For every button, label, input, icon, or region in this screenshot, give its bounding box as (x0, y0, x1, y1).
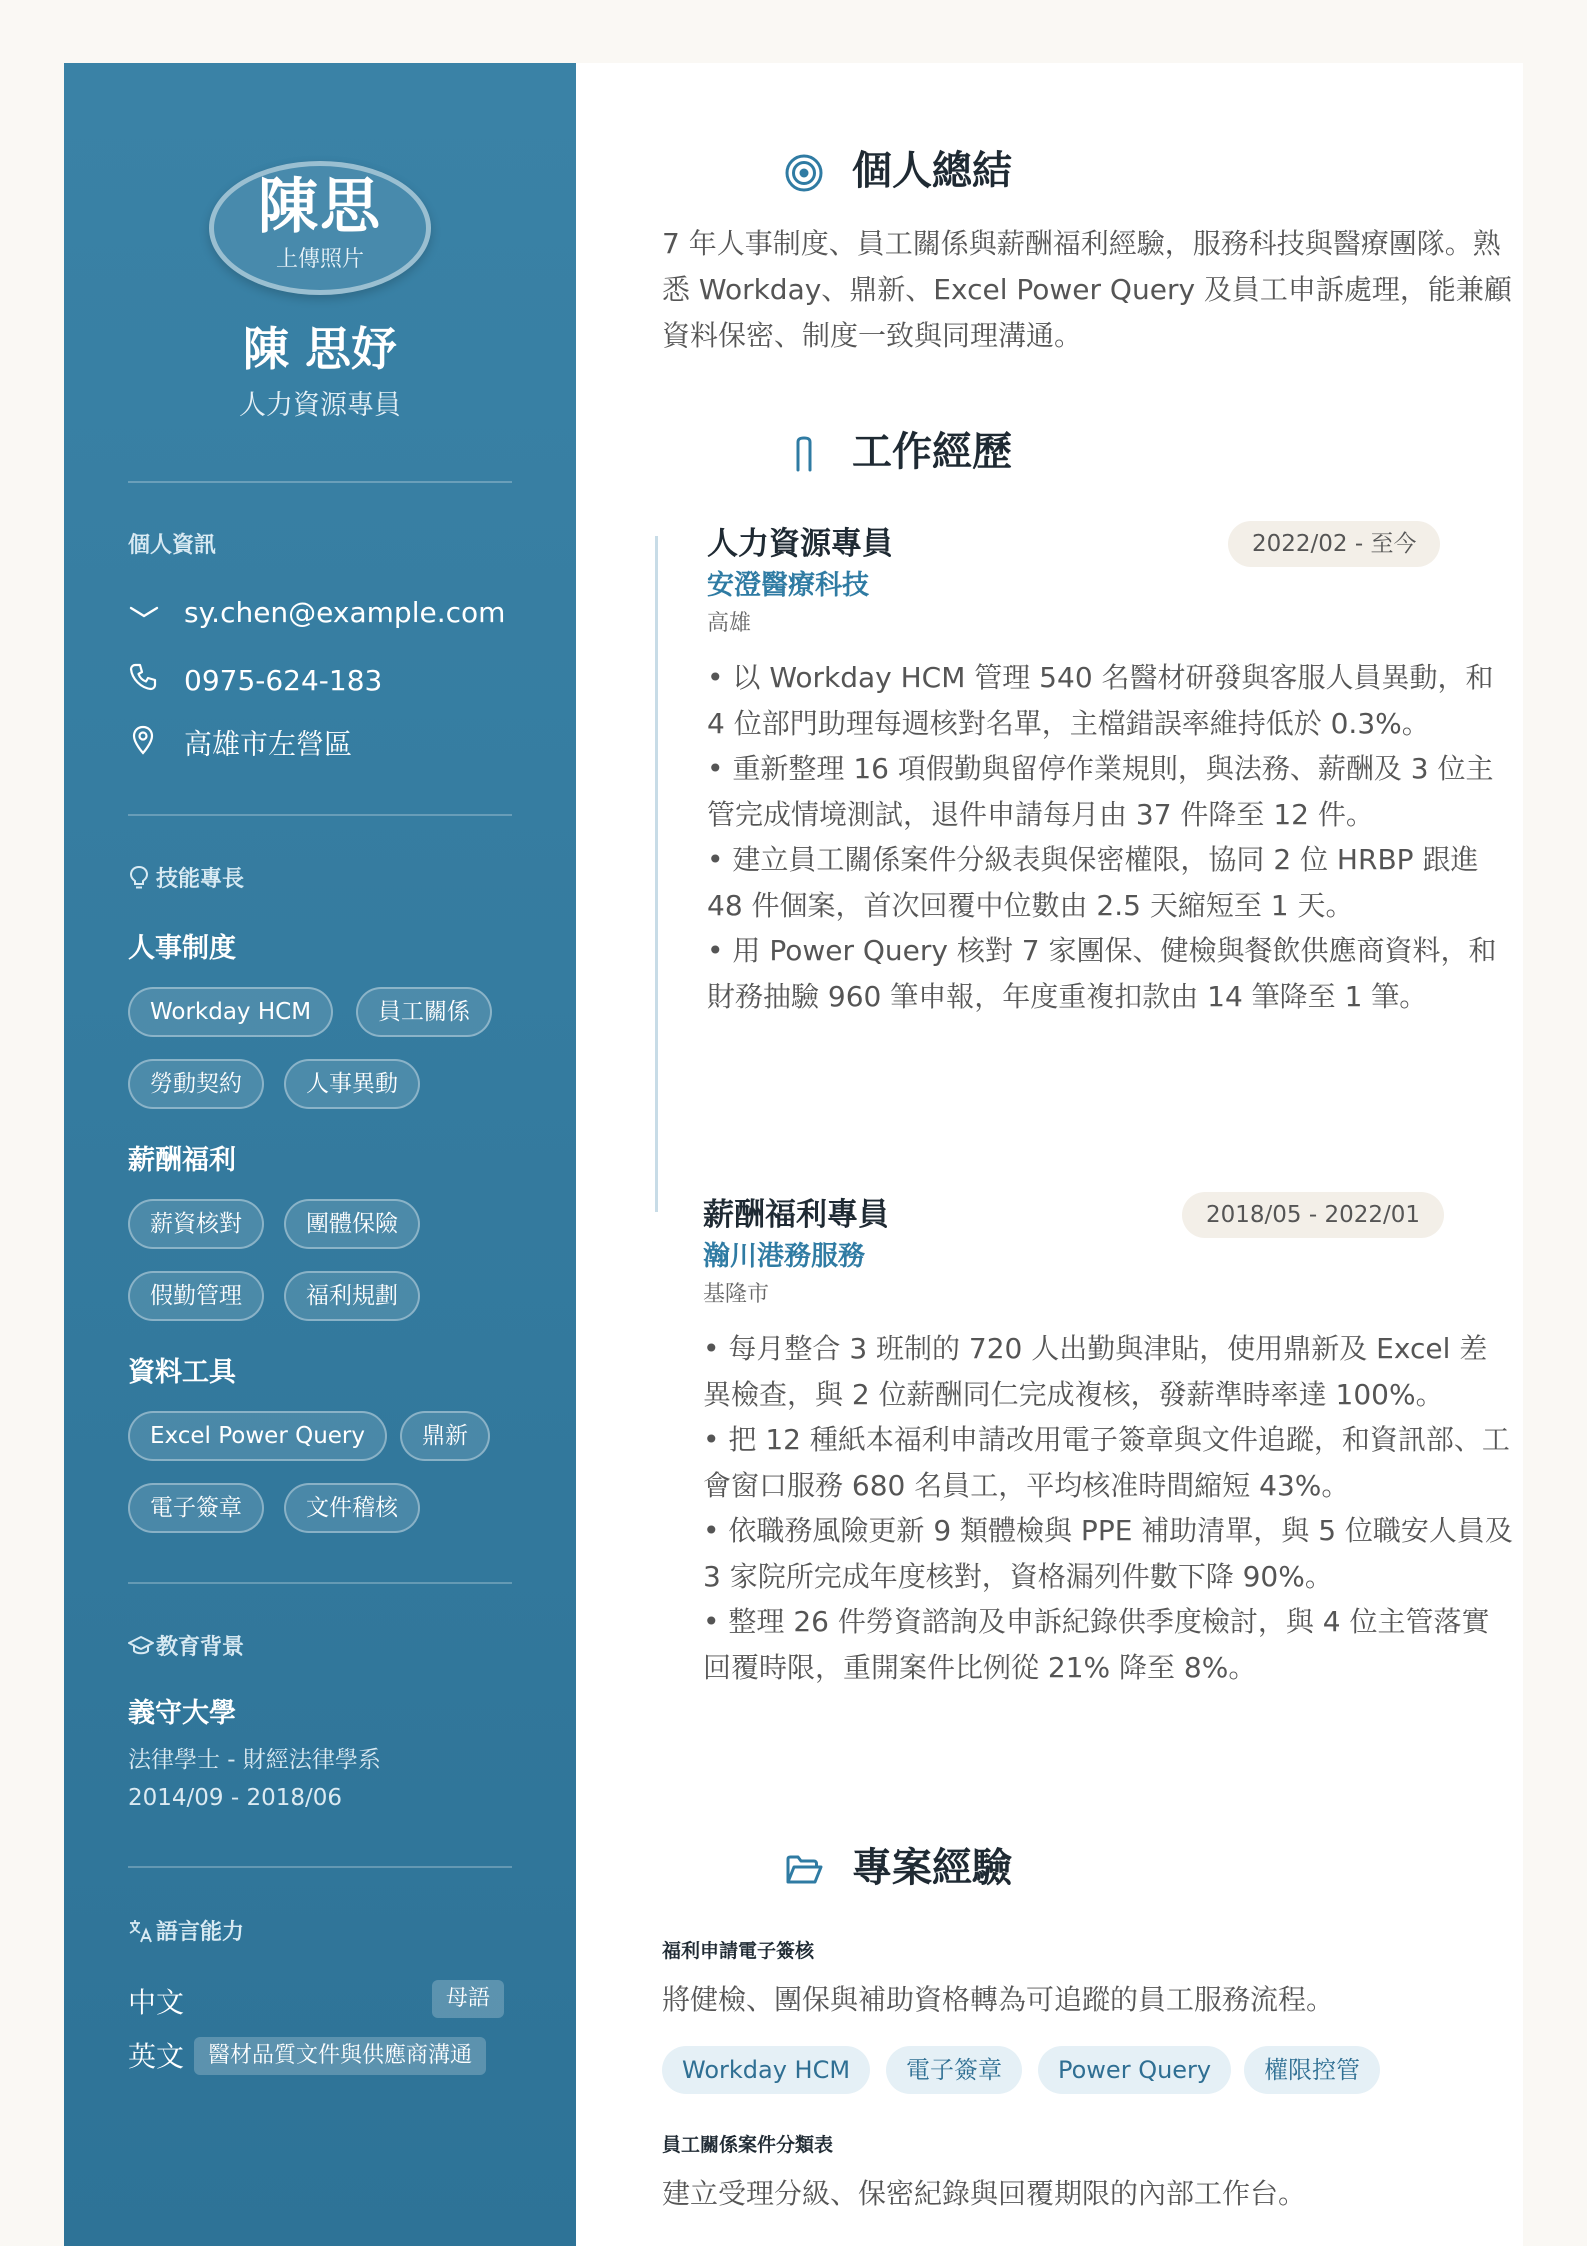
project-title: 員工關係案件分類表 (662, 2134, 834, 2156)
skill-group-title: 資料工具 (128, 1357, 236, 1388)
phone-row (128, 661, 382, 701)
skill-chip: 人事異動 (284, 1059, 420, 1109)
graduation-cap-icon (128, 1633, 154, 1663)
education-dates: 2014/09 - 2018/06 (128, 1785, 343, 1811)
summary-heading-text: 個人總結 (852, 148, 1012, 194)
sidebar (64, 63, 576, 2246)
job-dates-badge: 2018/05 - 2022/01 (1182, 1192, 1444, 1238)
job-bullets (707, 655, 1513, 1019)
resume-page (64, 63, 1523, 2246)
chevron-down-icon (128, 594, 184, 634)
job-bullet: • 建立員工關係案件分級表與保密權限，協同 2 位 HRBP 跟進 48 件個案，首次回覆中位數由 2.5 天縮短至 1 天。 (707, 843, 1479, 922)
job-bullet: • 重新整理 16 項假勤與留停作業規則，與法務、薪酬及 3 位主管完成情境測試，退件申請每月由 37 件降至 12 件。 (707, 752, 1494, 831)
job-company: 安澄醫療科技 (707, 570, 869, 601)
experience-heading-text: 工作經歷 (852, 429, 1012, 475)
email-row (128, 593, 505, 633)
photo-upload-button[interactable] (209, 161, 431, 295)
skill-chip: 團體保險 (284, 1199, 420, 1249)
project-tag: 權限控管 (1244, 2046, 1380, 2094)
job-title: 人力資源專員 (707, 526, 893, 562)
photo-upload-label: 上傳照片 (275, 247, 364, 272)
project-tag: Workday HCM (662, 2046, 870, 2094)
location-row (128, 724, 352, 764)
job-title: 薪酬福利專員 (703, 1197, 889, 1233)
job-bullet: • 依職務風險更新 9 類體檢與 PPE 補助清單，與 5 位職安人員及 3 家院所完成年度核對，資格漏列件數下降 90%。 (703, 1514, 1513, 1593)
project-description: 建立受理分級、保密紀錄與回覆期限的內部工作台。 (662, 2177, 1307, 2210)
language-level-badge: 醫材品質文件與供應商溝通 (194, 2037, 486, 2075)
skill-chip: 假勤管理 (128, 1271, 264, 1321)
job-bullets (703, 1326, 1513, 1690)
target-icon (784, 153, 824, 193)
summary-text: 7 年人事制度、員工關係與薪酬福利經驗，服務科技與醫療團隊。熟悉 Workday、鼎新、Excel Power Query 及員工申訴處理，能兼顧資料保密、制度一致與同理溝通。 (662, 227, 1512, 352)
project-description: 將健檢、團保與補助資格轉為可追蹤的員工服務流程。 (662, 1983, 1335, 2016)
skill-chip: 勞動契約 (128, 1059, 264, 1109)
job-dates-badge: 2022/02 - 至今 (1228, 521, 1440, 567)
divider (128, 481, 512, 483)
job-location: 高雄 (707, 611, 752, 636)
project-tag: Power Query (1038, 2046, 1231, 2094)
education-heading-text: 教育背景 (156, 1635, 245, 1660)
skill-group-title: 人事制度 (128, 933, 236, 964)
skill-chip: Workday HCM (128, 987, 333, 1037)
language-name: 英文 (128, 2040, 185, 2073)
photo-initials: 陳思 (258, 172, 382, 242)
education-degree: 法律學士 - 財經法律學系 (128, 1747, 381, 1773)
skill-chip: 員工關係 (356, 987, 492, 1037)
job-bullet: • 用 Power Query 核對 7 家團保、健檢與餐飲供應商資料，和財務抽驗 960 筆申報，年度重複扣款由 14 筆降至 1 筆。 (707, 934, 1497, 1013)
skill-chip: 薪資核對 (128, 1199, 264, 1249)
job-bullet: • 把 12 種紙本福利申請改用電子簽章與文件追蹤，和資訊部、工會窗口服務 680 名員工，平均核准時間縮短 43%。 (703, 1423, 1510, 1502)
email-text[interactable]: sy.chen@example.com (184, 596, 506, 629)
location-pin-icon (128, 724, 184, 767)
lightbulb-icon (128, 865, 154, 895)
candidate-title: 人力資源專員 (239, 390, 401, 421)
project-tag: 電子簽章 (886, 2046, 1022, 2094)
skill-chip: 文件稽核 (284, 1483, 420, 1533)
phone-text[interactable]: 0975-624-183 (184, 664, 383, 697)
skill-chip: 電子簽章 (128, 1483, 264, 1533)
skill-group-title: 薪酬福利 (128, 1145, 236, 1176)
skill-chip: 鼎新 (400, 1411, 490, 1461)
languages-heading-text: 語言能力 (156, 1920, 245, 1945)
skills-heading (128, 865, 244, 895)
job-bullet: • 每月整合 3 班制的 720 人出勤與津貼，使用鼎新及 Excel 差異檢查，與 2 位薪酬同仁完成複核，發薪準時率達 100%。 (703, 1332, 1488, 1411)
timeline-bar (655, 536, 658, 1212)
translate-icon (128, 1918, 154, 1948)
phone-icon (128, 662, 184, 703)
skills-heading-text: 技能專長 (156, 867, 245, 892)
candidate-name: 陳 思妤 (242, 322, 397, 376)
divider (128, 1582, 512, 1584)
briefcase-icon (784, 434, 824, 474)
job-bullet: • 以 Workday HCM 管理 540 名醫材研發與客服人員異動，和 4 位部門助理每週核對名單，主檔錯誤率維持低於 0.3%。 (707, 661, 1494, 740)
folder-open-icon (784, 1850, 824, 1890)
project-title: 福利申請電子簽核 (662, 1940, 815, 1962)
language-level-badge: 母語 (432, 1980, 504, 2018)
job-bullet: • 整理 26 件勞資諮詢及申訴紀錄供季度檢討，與 4 位主管落實回覆時限，重開案件比例從 21% 降至 8%。 (703, 1605, 1490, 1684)
location-text: 高雄市左營區 (184, 727, 353, 761)
education-heading (128, 1633, 244, 1663)
divider (128, 1866, 512, 1868)
job-location: 基隆市 (703, 1282, 770, 1307)
language-name: 中文 (128, 1986, 185, 2019)
projects-heading-text: 專案經驗 (852, 1845, 1012, 1891)
contact-heading: 個人資訊 (128, 533, 217, 558)
skill-chip: Excel Power Query (128, 1411, 387, 1461)
education-school: 義守大學 (128, 1698, 236, 1729)
job-company: 瀚川港務服務 (703, 1241, 865, 1272)
languages-heading (128, 1918, 244, 1948)
skill-chip: 福利規劃 (284, 1271, 420, 1321)
divider (128, 814, 512, 816)
